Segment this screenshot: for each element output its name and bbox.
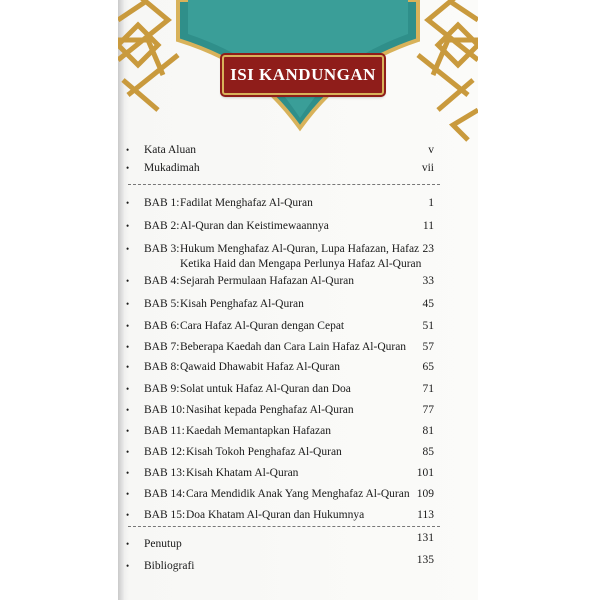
toc-entry-bab-5[interactable] [118,296,478,314]
chapter-number: BAB 13: [144,467,186,479]
entry-title: Cara Mendidik Anak Yang Menghafaz Al-Quran [186,488,410,500]
toc-entry-bab-9[interactable] [118,381,478,399]
bullet: • [126,405,130,415]
bullet: • [126,299,130,309]
entry-page: 113 [417,509,434,521]
entry-title: Cara Hafaz Al-Quran dengan Cepat [180,320,345,332]
bullet: • [126,362,130,372]
entry-page: 81 [422,425,434,437]
bullet: • [126,447,130,457]
entry-title: Kisah Tokoh Penghafaz Al-Quran [186,446,342,458]
toc-entry-bab-15[interactable] [118,507,478,525]
bullet: • [126,384,130,394]
bullet: • [126,221,130,231]
entry-title: Sejarah Permulaan Hafazan Al-Quran [180,275,355,287]
bullet: • [126,163,130,173]
toc-entry-bab-7[interactable] [118,339,478,357]
bullet: • [126,342,130,352]
entry-title: Beberapa Kaedah dan Cara Lain Hafaz Al-Quran [180,341,407,353]
toc-entry-bab-2[interactable] [118,218,478,236]
divider [128,184,440,185]
entry-page: 23 [422,243,434,255]
toc-entry-bab-14[interactable] [118,486,478,504]
entry-page: 51 [422,320,434,332]
entry-title: Kaedah Memantapkan Hafazan [186,425,331,437]
bullet: • [126,510,130,520]
chapter-number: BAB 14: [144,488,186,500]
entry-page: 77 [422,404,434,416]
entry-title: Solat untuk Hafaz Al-Quran dan Doa [180,383,351,395]
entry-title: Penutup [144,538,182,550]
toc-entry-kata-aluan[interactable] [118,142,478,160]
chapter-number: BAB 8: [144,361,180,373]
entry-title: Bibliografi [144,560,195,572]
chapter-number: BAB 9: [144,383,180,395]
bullet: • [126,276,130,286]
toc-entry-bab-1[interactable] [118,195,478,213]
bullet: • [126,468,130,478]
toc-entry-bab-6[interactable] [118,318,478,336]
toc-entry-bibliografi[interactable] [118,554,478,576]
toc-entry-bab-11[interactable] [118,423,478,441]
entry-page: 85 [422,446,434,458]
chapter-number: BAB 5: [144,298,180,310]
bullet: • [126,539,130,549]
bullet: • [126,426,130,436]
chapter-number: BAB 11: [144,425,185,437]
chapter-number: BAB 3: [144,243,180,255]
toc-entry-bab-3[interactable] [118,241,478,275]
entry-page: 33 [422,275,434,287]
bullet: • [126,244,130,254]
entry-page: 11 [422,220,434,232]
bullet: • [126,489,130,499]
toc-entry-penutup[interactable] [118,532,478,554]
chapter-number: BAB 15: [144,509,186,521]
chapter-number: BAB 7: [144,341,180,353]
bullet: • [126,561,130,571]
entry-page: vii [421,162,434,174]
chapter-number: BAB 4: [144,275,180,287]
entry-page: 57 [422,341,434,353]
entry-page: 1 [428,197,434,209]
bullet: • [126,145,130,155]
entry-title: Hukum Menghafaz Al-Quran, Lupa Hafazan, Hafaz [180,243,420,255]
entry-page: 109 [416,488,434,500]
entry-page: 101 [416,467,434,479]
entry-page: 71 [422,383,434,395]
toc-entry-bab-13[interactable] [118,465,478,483]
toc-entry-bab-10[interactable] [118,402,478,420]
toc-entry-bab-12[interactable] [118,444,478,462]
chapter-number: BAB 12: [144,446,186,458]
entry-page: 131 [416,532,434,544]
entry-page: v [428,144,434,156]
chapter-number: BAB 1: [144,197,180,209]
bullet: • [126,321,130,331]
toc-entry-bab-8[interactable] [118,359,478,377]
bullet: • [126,198,130,208]
entry-page: 135 [416,554,434,566]
chapter-number: BAB 2: [144,220,180,232]
book-page [118,0,478,600]
chapter-number: BAB 10: [144,404,186,416]
divider [128,526,440,527]
entry-title-continued: Ketika Haid dan Mengapa Perlunya Hafaz Al-Quran [180,258,422,270]
chapter-number: BAB 6: [144,320,180,332]
toc-entry-mukadimah[interactable] [118,160,478,178]
entry-title: Al-Quran dan Keistimewaannya [180,220,329,232]
entry-title: Kisah Khatam Al-Quran [186,467,299,479]
entry-title: Fadilat Menghafaz Al-Quran [180,197,313,209]
entry-page: 65 [422,361,434,373]
page-title: ISI KANDUNGAN [230,65,376,84]
entry-title: Kisah Penghafaz Al-Quran [180,298,304,310]
entry-title: Nasihat kepada Penghafaz Al-Quran [186,404,354,416]
entry-title: Doa Khatam Al-Quran dan Hukumnya [186,509,365,521]
table-of-contents [118,0,478,600]
entry-title: Kata Aluan [144,144,197,156]
toc-entry-bab-4[interactable] [118,273,478,291]
entry-title: Qawaid Dhawabit Hafaz Al-Quran [180,361,340,373]
entry-title: Mukadimah [144,162,200,174]
entry-page: 45 [422,298,434,310]
